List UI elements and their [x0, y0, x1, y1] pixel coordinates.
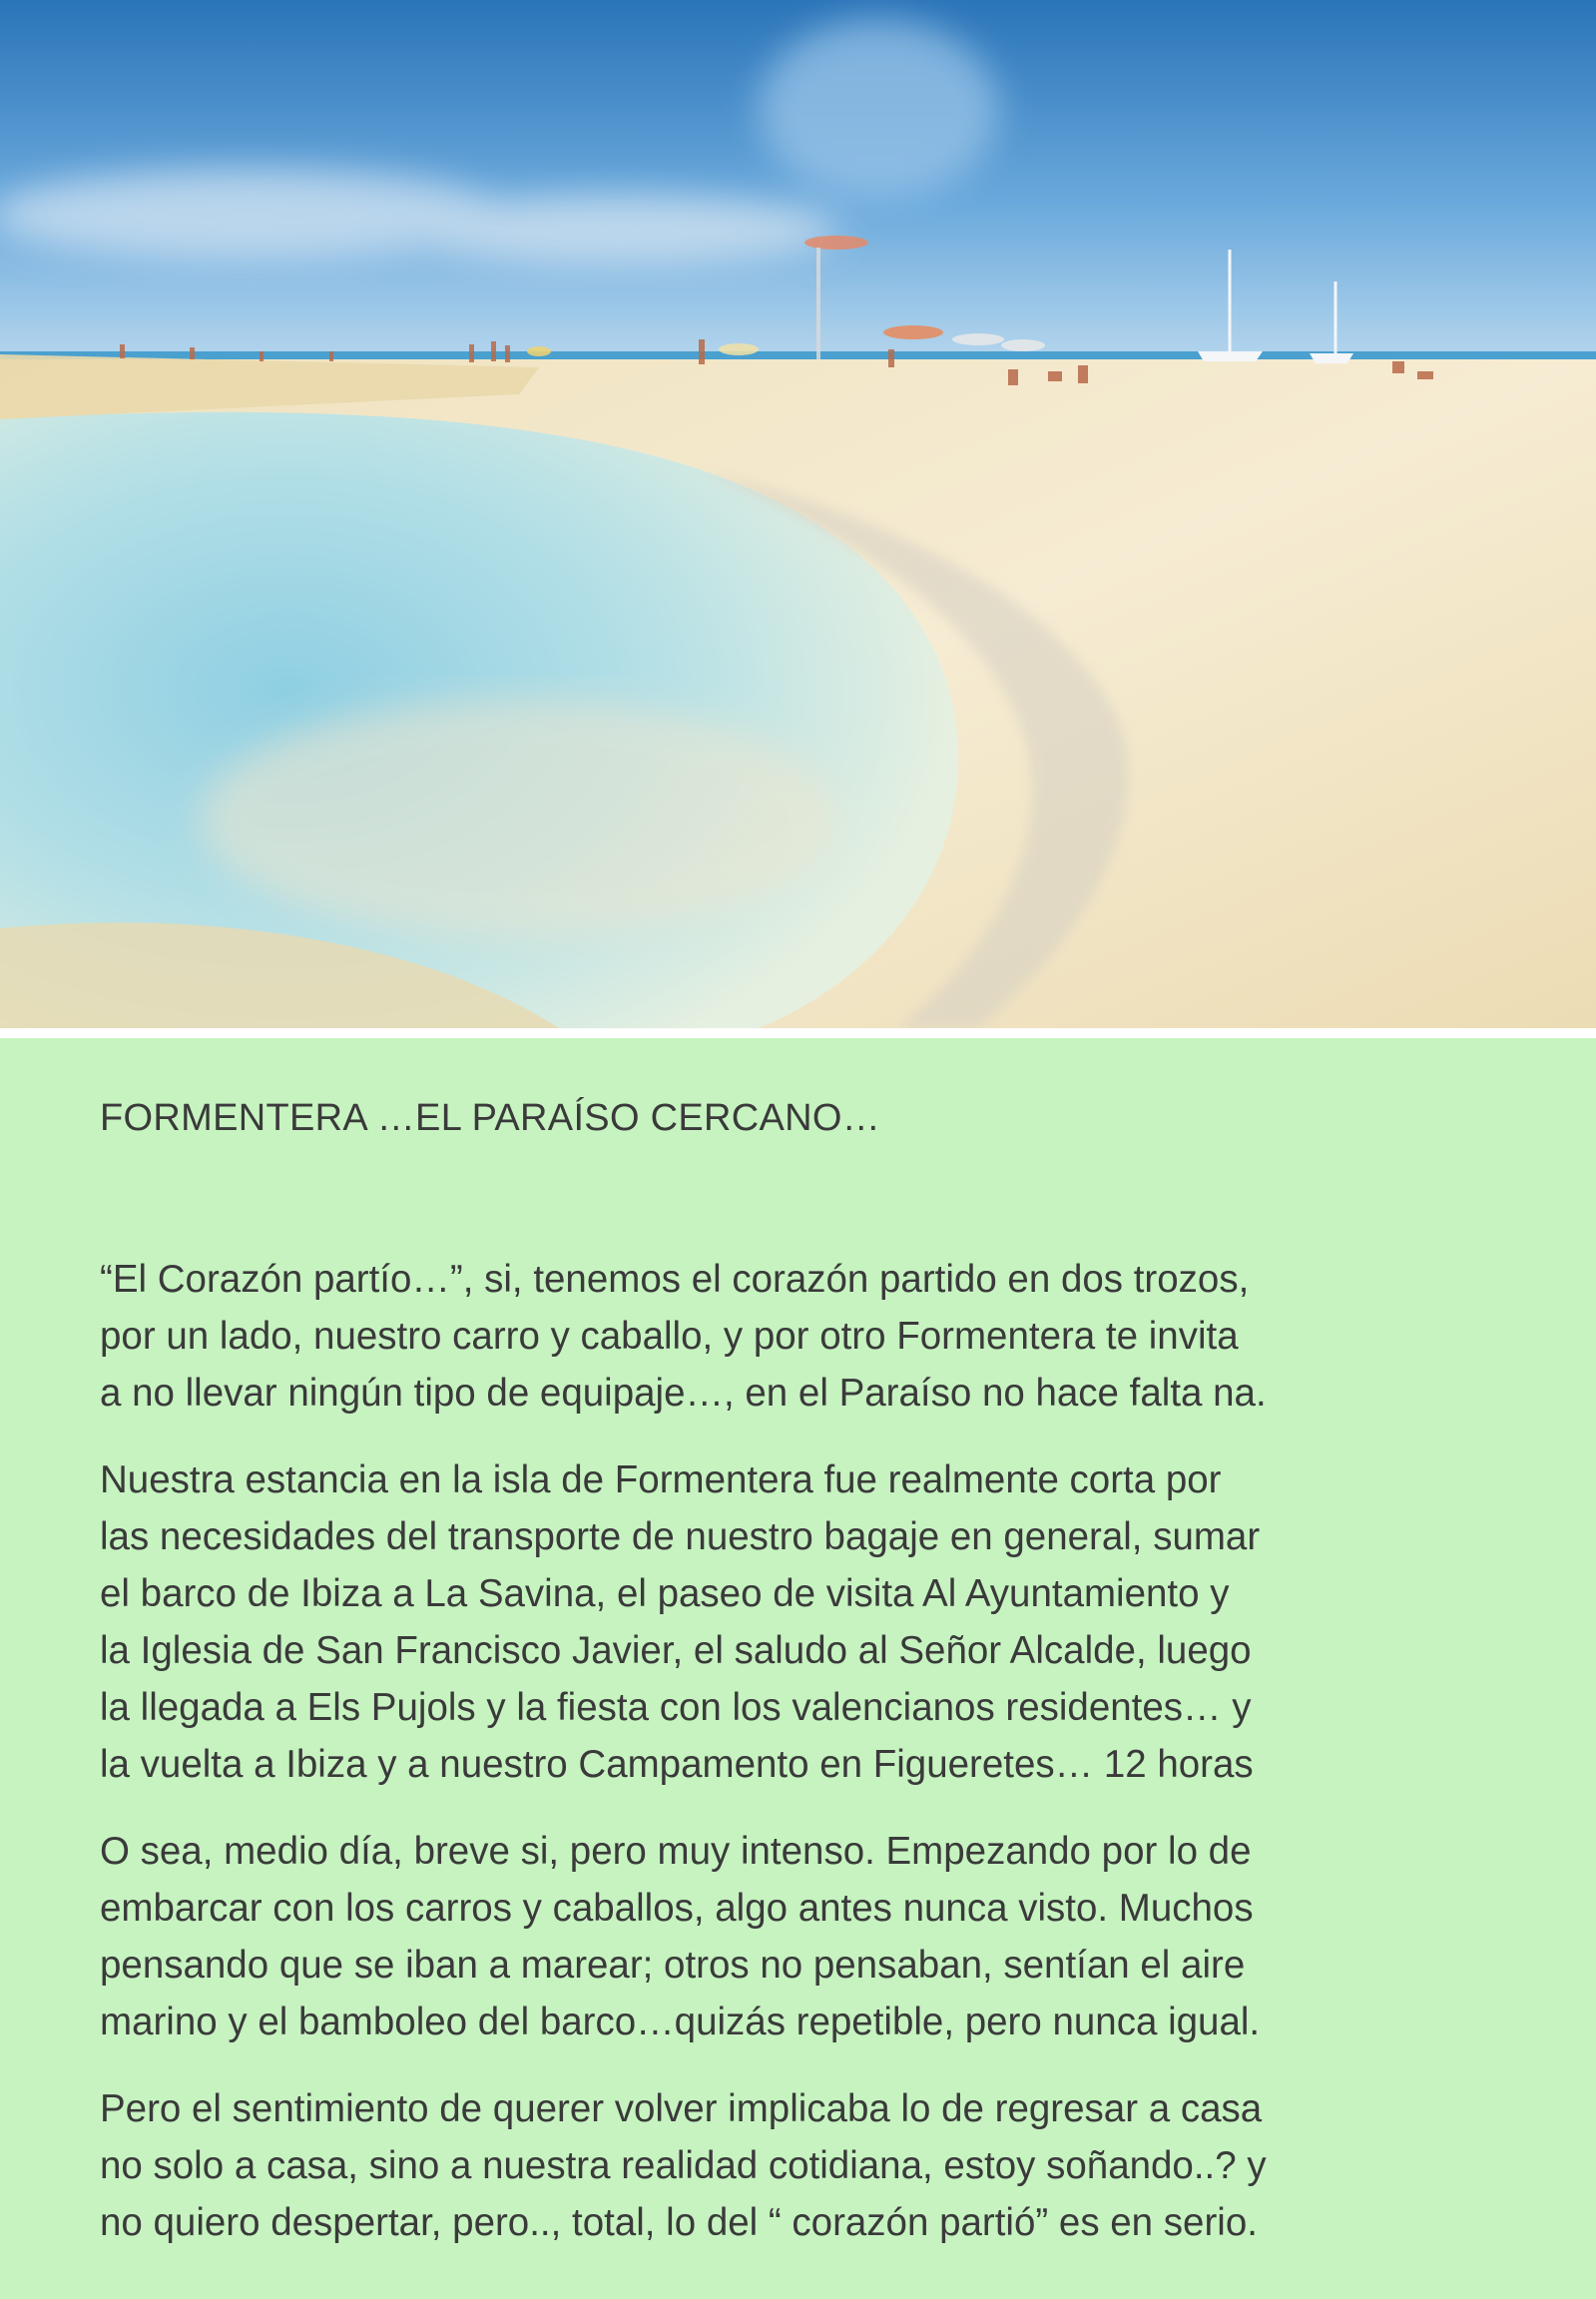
paragraph-line: “El Corazón partío…”, si, tenemos el corazón partido en dos trozos,: [100, 1258, 1250, 1301]
paragraph-line: por un lado, nuestro carro y caballo, y por otro Formentera te invita: [100, 1315, 1239, 1358]
paragraph-1: [100, 1251, 1506, 1422]
paragraph-2: [100, 1451, 1506, 1793]
paragraph-line: Nuestra estancia en la isla de Formentera fue realmente corta por: [100, 1458, 1222, 1501]
page-heading: FORMENTERA …EL PARAÍSO CERCANO…: [100, 1097, 881, 1139]
text-panel: [0, 1038, 1596, 2299]
sandbar: [200, 699, 838, 938]
paragraph-line: la Iglesia de San Francisco Javier, el saludo al Señor Alcalde, luego: [100, 1629, 1252, 1672]
paragraph-line: no quiero despertar, pero.., total, lo del “ corazón partió” es en serio.: [100, 2201, 1258, 2244]
paragraph-line: Pero el sentimiento de querer volver implicaba lo de regresar a casa: [100, 2087, 1263, 2130]
paragraph-line: O sea, medio día, breve si, pero muy intenso. Empezando por lo de: [100, 1830, 1252, 1873]
paragraph-line: pensando que se iban a marear; otros no pensaban, sentían el aire: [100, 1944, 1246, 1987]
paragraph-4: [100, 2080, 1506, 2251]
paragraph-line: marino y el bamboleo del barco…quizás repetible, pero nunca igual.: [100, 2001, 1261, 2043]
paragraph-line: el barco de Ibiza a La Savina, el paseo de visita Al Ayuntamiento y: [100, 1572, 1230, 1615]
beach-illustration: [0, 0, 1596, 1028]
paragraph-3: [100, 1823, 1506, 2050]
paragraph-line: no solo a casa, sino a nuestra realidad cotidiana, estoy soñando..? y: [100, 2144, 1267, 2187]
paragraph-line: la vuelta a Ibiza y a nuestro Campamento en Figueretes… 12 horas: [100, 1743, 1254, 1786]
beach-photo: [0, 0, 1596, 1028]
paragraph-line: las necesidades del transporte de nuestro bagaje en general, sumar: [100, 1515, 1261, 1558]
paragraph-line: la llegada a Els Pujols y la fiesta con los valencianos residentes… y: [100, 1686, 1252, 1729]
paragraph-line: a no llevar ningún tipo de equipaje…, en el Paraíso no hace falta na.: [100, 1372, 1267, 1415]
paragraph-line: embarcar con los carros y caballos, algo antes nunca visto. Muchos: [100, 1887, 1254, 1930]
